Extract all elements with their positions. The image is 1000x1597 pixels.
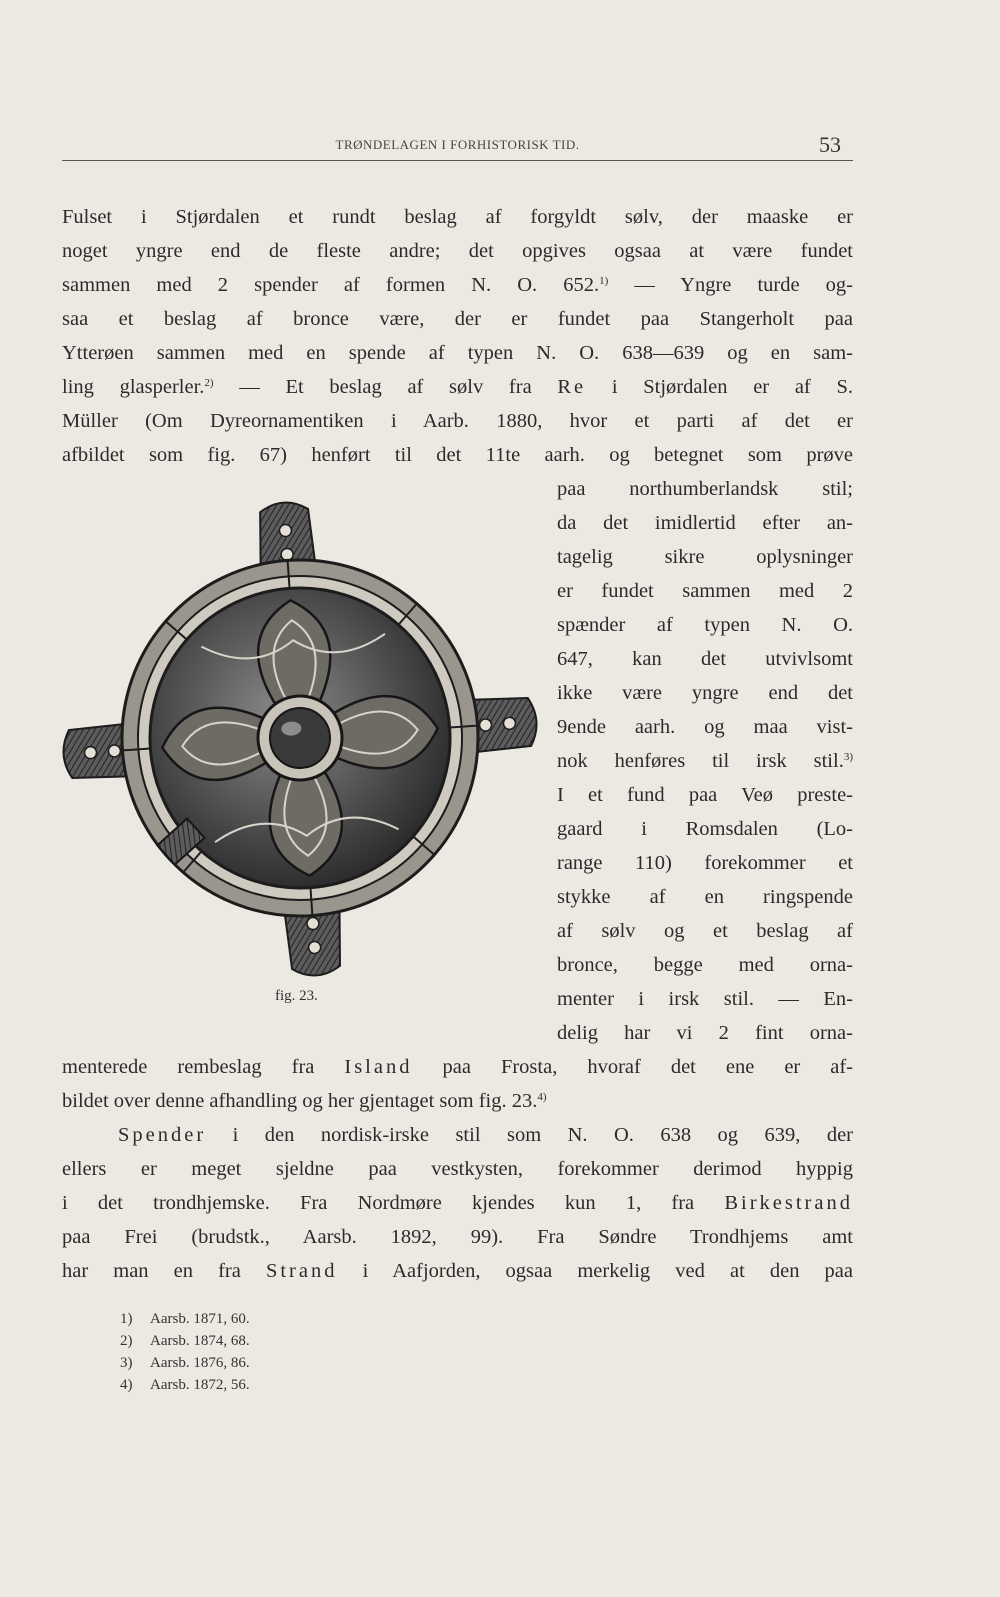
text-line: nok henføres til irsk stil.$^{3)}$ [557, 750, 853, 772]
text-line: i det trondhjemske. Fra Nordmøre kjendes kun 1, fra Birkestrand [62, 1192, 853, 1214]
text-line: Fulset i Stjørdalen et rundt beslag af forgyldt sølv, der maaske er [62, 206, 853, 228]
text-line: har man en fra Strand i Aafjorden, ogsaa merkelig ved at den paa [62, 1260, 853, 1282]
footnote: 2) Aarsb. 1874, 68. [120, 1333, 250, 1349]
text-line: noget yngre end de fleste andre; det opgives ogsaa at være fundet [62, 240, 853, 262]
text-line: Ytterøen sammen med en spende af typen N. O. 638—639 og en sam- [62, 342, 853, 364]
footnote-ref: 2) [204, 377, 214, 389]
text-line: ellers er meget sjeldne paa vestkysten, forekommer derimod hyppig [62, 1158, 853, 1180]
round-mount-engraving [58, 490, 542, 990]
text-line: I et fund paa Veø preste- [557, 784, 853, 806]
text-line: 9ende aarh. og maa vist- [557, 716, 853, 738]
text-line: er fundet sammen med 2 [557, 580, 853, 602]
text-line: sammen med 2 spender af formen N. O. 652.$^{1)}$ — Yngre turde og- [62, 274, 853, 296]
text-line: 647, kan det utvivlsomt [557, 648, 853, 670]
text-line: spænder af typen N. O. [557, 614, 853, 636]
text-line: bronce, begge med orna- [557, 954, 853, 976]
footnote: 3) Aarsb. 1876, 86. [120, 1355, 250, 1371]
running-title: TRØNDELAGEN I FORHISTORISK TID. [335, 137, 580, 152]
text-line: stykke af en ringspende [557, 886, 853, 908]
running-head [62, 132, 853, 161]
text-line: range 110) forekommer et [557, 852, 853, 874]
page-number: 53 [819, 132, 841, 157]
footnotes [120, 1308, 250, 1396]
text-line: Spender i den nordisk-irske stil som N. O. 638 og 639, der [118, 1124, 853, 1146]
footnote-ref: 4) [537, 1091, 547, 1103]
text-line: menter i irsk stil. — En- [557, 988, 853, 1010]
text-line: saa et beslag af bronce være, der er fundet paa Stangerholt paa [62, 308, 853, 330]
text-line: af sølv og et beslag af [557, 920, 853, 942]
text-line: afbildet som fig. 67) henført til det 11te aarh. og betegnet som prøve [62, 444, 853, 466]
footnote: 4) Aarsb. 1872, 56. [120, 1377, 250, 1393]
text-line: Müller (Om Dyreornamentiken i Aarb. 1880, hvor et parti af det er [62, 410, 853, 432]
text-line: ling glasperler.$^{2)}$ — Et beslag af sølv fra Re i Stjørdalen er af S. [62, 376, 853, 398]
footnote: 1) Aarsb. 1871, 60. [120, 1311, 250, 1327]
text-line: delig har vi 2 fint orna- [557, 1022, 853, 1044]
text-line: tagelig sikre oplysninger [557, 546, 853, 568]
text-line: menterede rembeslag fra Island paa Frosta, hvoraf det ene er af- [62, 1056, 854, 1078]
figure-caption: fig. 23. [275, 988, 318, 1004]
text-line: gaard i Romsdalen (Lo- [557, 818, 853, 840]
footnote-ref: 3) [843, 751, 853, 763]
text-line: paa Frei (brudstk., Aarsb. 1892, 99). Fra Søndre Trondhjems amt [62, 1226, 853, 1248]
text-line: da det imidlertid efter an- [557, 512, 853, 534]
text-line: bildet over denne afhandling og her gjentaget som fig. 23.$^{4)}$ [62, 1090, 547, 1112]
figure-23 [58, 490, 542, 1010]
text-line: ikke være yngre end det [557, 682, 853, 704]
footnote-ref: 1) [599, 275, 609, 287]
text-line: paa northumberlandsk stil; [557, 478, 853, 500]
